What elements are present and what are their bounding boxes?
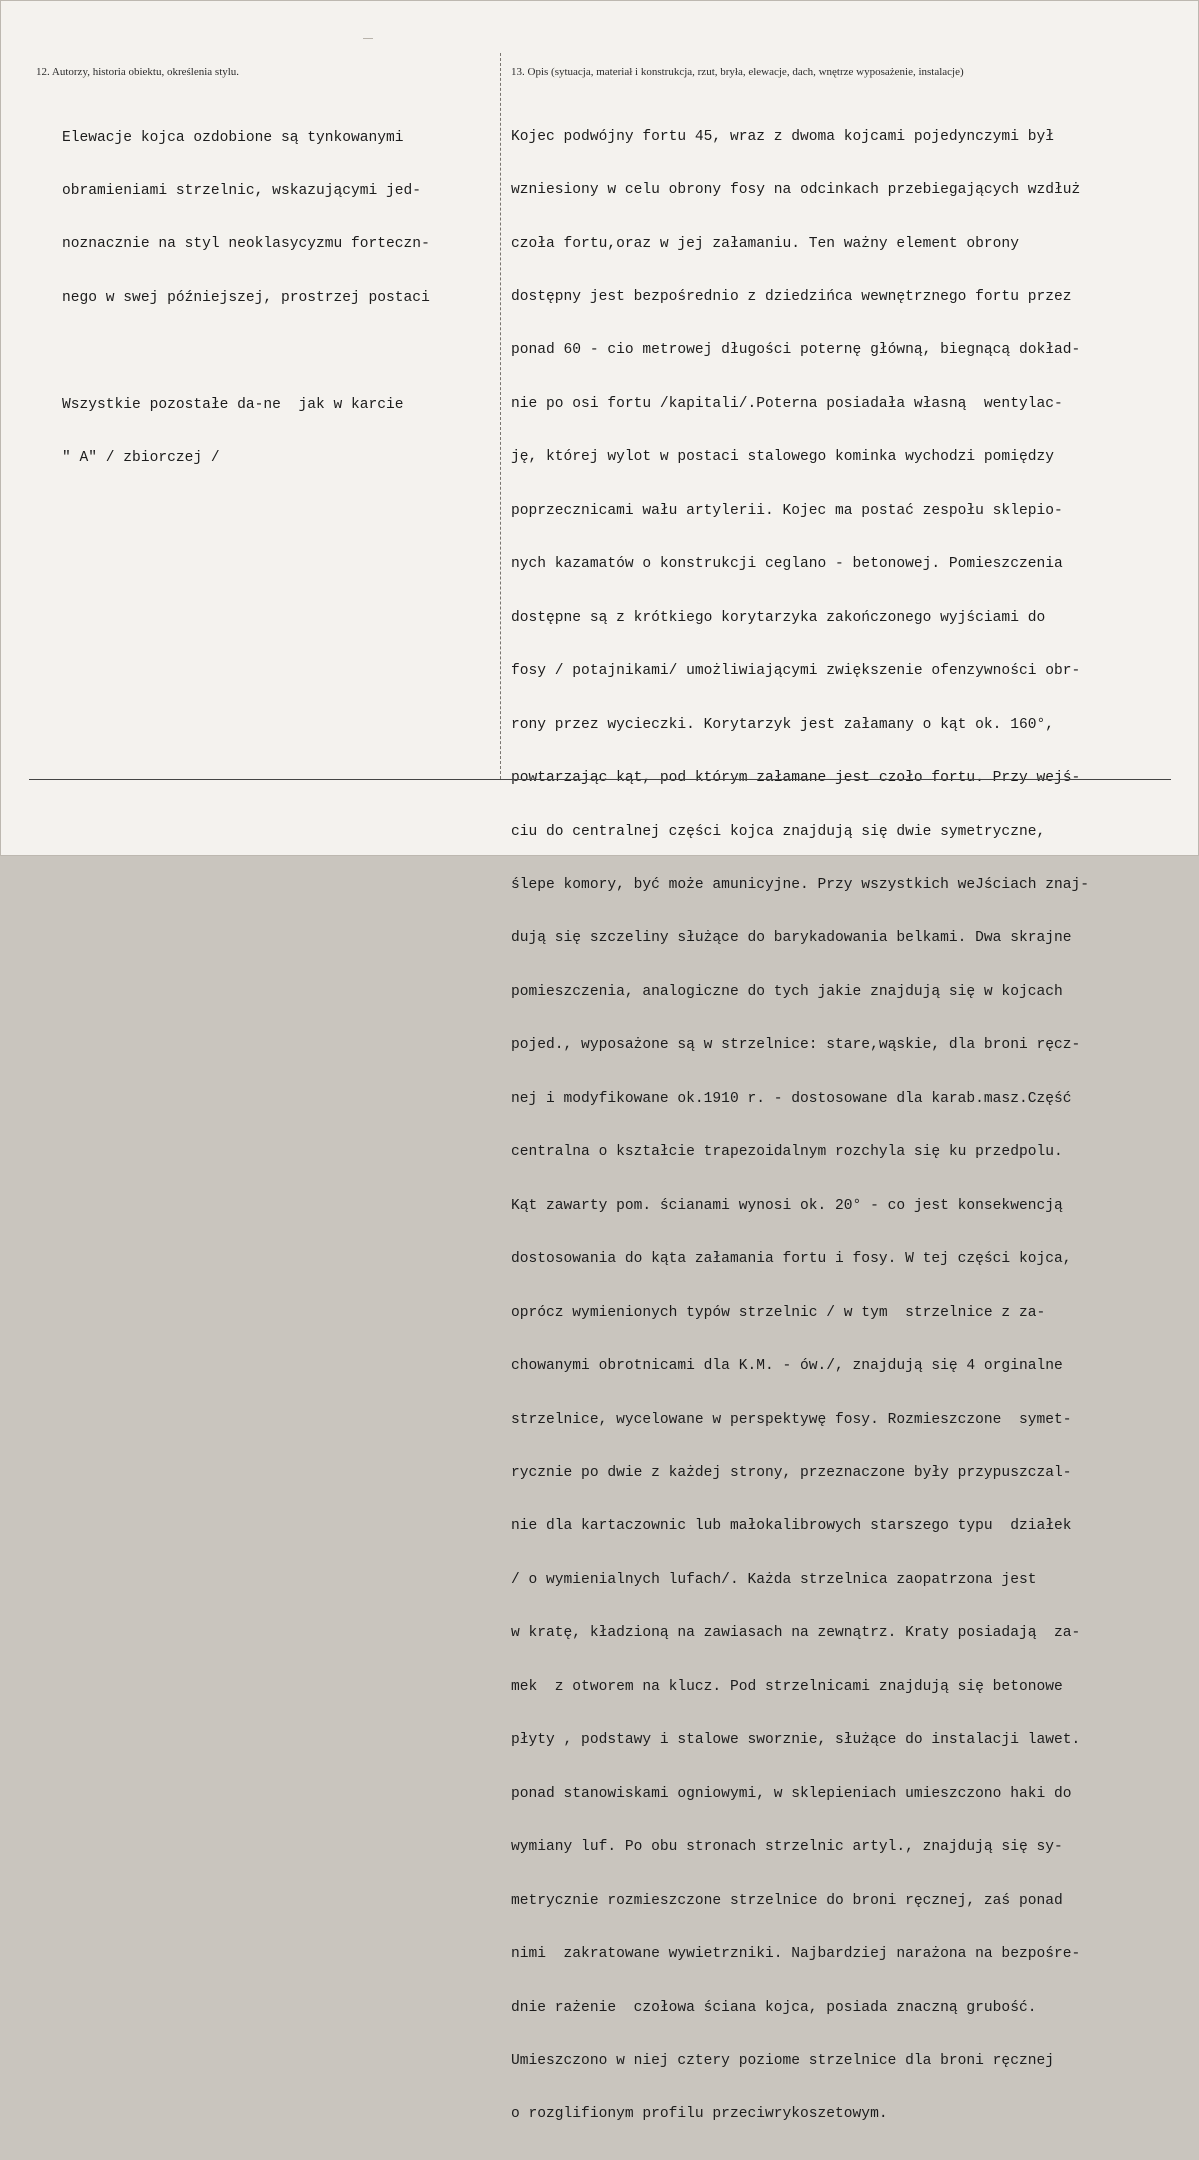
section-12-blank-line <box>62 343 430 361</box>
section-13-line: nej i modyfikowane ok.1910 r. - dostosowane dla karab.masz.Część <box>511 1090 1072 1107</box>
section-13-line: ję, której wylot w postaci stalowego kominka wychodzi pomiędzy <box>511 449 1054 466</box>
card-mark <box>363 38 373 39</box>
section-13-line: o rozglifionym profilu przeciwrykoszetowym. <box>511 2106 888 2123</box>
section-13-line: ślepe komory, być może amunicyjne. Przy wszystkich weJściach znaj- <box>511 877 1090 893</box>
section-13-line: chowanymi obrotnicami dla K.M. - ów./, znajdują się 4 orginalne <box>511 1358 1063 1375</box>
section-13-line: pojed., wyposażone są w strzelnice: stare,wąskie, dla broni ręcz- <box>511 1037 1081 1054</box>
section-12-line: noznacznie na styl neoklasycyzmu forteczn- <box>62 236 430 253</box>
section-12-line: nego w swej późniejszej, prostrzej postaci <box>62 289 430 306</box>
section-13-line: rony przez wycieczki. Korytarzyk jest załamany o kąt ok. 160°, <box>511 716 1054 733</box>
section-13-line: wymiany luf. Po obu stronach strzelnic artyl., znajdują się sy- <box>511 1839 1063 1856</box>
section-12-line: Wszystkie pozostałe da-ne jak w karcie <box>62 396 404 413</box>
section-13-line: strzelnice, wycelowane w perspektywę fosy. Rozmieszczone symet- <box>511 1411 1072 1428</box>
section-13-line: dostosowania do kąta załamania fortu i fosy. W tej części kojca, <box>511 1251 1072 1268</box>
section-13-line: pomieszczenia, analogiczne do tych jakie znajdują się w kojcach <box>511 983 1063 1000</box>
section-13-line: / o wymienialnych lufach/. Każda strzelnica zaopatrzona jest <box>511 1571 1037 1588</box>
section-13-line: metrycznie rozmieszczone strzelnice do broni ręcznej, zaś ponad <box>511 1892 1063 1909</box>
section-13-line: ponad stanowiskami ogniowymi, w sklepieniach umieszczono haki do <box>511 1785 1072 1802</box>
section-13-line: Kojec podwójny fortu 45, wraz z dwoma kojcami pojedynczymi był <box>511 128 1054 145</box>
section-13-line: dostępne są z krótkiego korytarzyka zakończonego wyjściami do <box>511 609 1046 626</box>
section-13-line: wzniesiony w celu obrony fosy na odcinkach przebiegających wzdłuż <box>511 182 1081 199</box>
column-divider <box>500 53 501 779</box>
section-13-line: ciu do centralnej części kojca znajdują się dwie symetryczne, <box>511 823 1046 840</box>
section-12-header: 12. Autorzy, historia obiektu, określenia stylu. <box>36 66 240 78</box>
section-13-line: dostępny jest bezpośrednio z dziedzińca wewnętrznego fortu przez <box>511 289 1072 306</box>
section-13-line: w kratę, kładzioną na zawiasach na zewnątrz. Kraty posiadają za- <box>511 1625 1081 1642</box>
section-12-line: " A" / zbiorczej / <box>62 449 220 466</box>
section-13-line: powtarzając kąt, pod którym załamane jest czoło fortu. Przy wejś- <box>511 770 1081 787</box>
section-13-line: płyty , podstawy i stalowe sworznie, służące do instalacji lawet. <box>511 1732 1081 1749</box>
section-13-text <box>511 93 1089 2160</box>
section-13-header: 13. Opis (sytuacja, materiał i konstrukcja, rzut, bryła, elewacje, dach, wnętrze wyposażenie, instalacje) <box>511 66 964 78</box>
section-13-line: czoła fortu,oraz w jej załamaniu. Ten ważny element obrony <box>511 235 1019 252</box>
section-12-text <box>62 94 430 503</box>
section-13-line: fosy / potajnikami/ umożliwiającymi zwiększenie ofenzywności obr- <box>511 663 1081 680</box>
section-13-line: ponad 60 - cio metrowej długości poternę główną, biegnącą dokład- <box>511 342 1081 359</box>
section-13-line: mek z otworem na klucz. Pod strzelnicami znajdują się betonowe <box>511 1678 1063 1695</box>
section-13-line: nimi zakratowane wywietrzniki. Najbardziej narażona na bezpośre- <box>511 1946 1081 1963</box>
section-13-line: oprócz wymienionych typów strzelnic / w tym strzelnice z za- <box>511 1304 1046 1321</box>
bottom-rule <box>29 779 1171 780</box>
section-13-line: poprzecznicami wału artylerii. Kojec ma postać zespołu sklepio- <box>511 502 1063 519</box>
section-13-line: nie po osi fortu /kapitali/.Poterna posiadała własną wentylac- <box>511 395 1063 412</box>
section-13-line: rycznie po dwie z każdej strony, przeznaczone były przypuszczal- <box>511 1464 1072 1481</box>
section-13-line: Umieszczono w niej cztery poziome strzelnice dla broni ręcznej <box>511 2052 1054 2069</box>
section-12-line: obramieniami strzelnic, wskazującymi jed- <box>62 182 422 199</box>
section-12-line: Elewacje kojca ozdobione są tynkowanymi <box>62 129 404 146</box>
section-13-line: nie dla kartaczownic lub małokalibrowych starszego typu działek <box>511 1518 1072 1535</box>
section-13-line: centralna o kształcie trapezoidalnym rozchyla się ku przedpolu. <box>511 1144 1063 1161</box>
section-13-line: dnie rażenie czołowa ściana kojca, posiada znaczną grubość. <box>511 1999 1037 2016</box>
section-13-line: Kąt zawarty pom. ścianami wynosi ok. 20° - co jest konsekwencją <box>511 1197 1063 1214</box>
section-13-line: nych kazamatów o konstrukcji ceglano - betonowej. Pomieszczenia <box>511 556 1063 573</box>
section-13-line: dują się szczeliny służące do barykadowania belkami. Dwa skrajne <box>511 930 1072 947</box>
